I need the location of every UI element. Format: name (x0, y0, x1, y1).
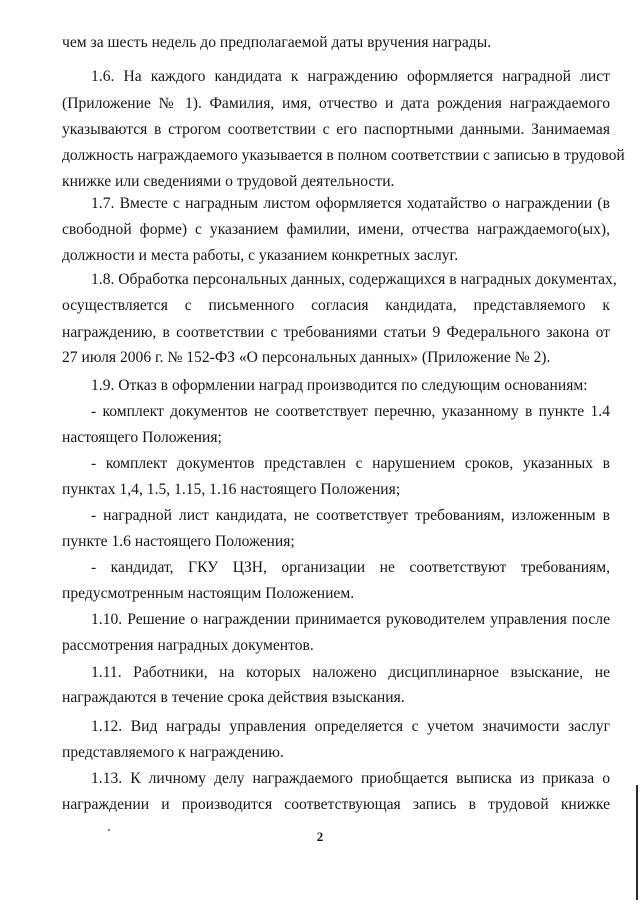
text-line: (Приложение № 1). Фамилия, имя, отчество и дата рождения награждаемого (62, 95, 610, 112)
text-line: свободной форме) с указанием фамилии, имени, отчества награждаемого(ых), (62, 221, 610, 238)
paragraph-1-11-first-line: 1.11. Работники, на которых наложено дисциплинарное взыскание, не (91, 664, 610, 681)
text-line: осуществляется с письменного согласия кандидата, представляемого к (62, 297, 610, 314)
paragraph-1-7-first-line: 1.7. Вместе с наградным листом оформляется ходатайство о награждении (в (91, 195, 610, 212)
scan-speck (108, 829, 110, 831)
text-line: 27 июля 2006 г. № 152-ФЗ «О персональных данных» (Приложение № 2). (62, 349, 551, 366)
text-line: награждении и производится соответствующая запись в трудовой книжке (62, 796, 610, 813)
list-item-line: - кандидат, ГКУ ЦЗН, организации не соответствуют требованиям, (91, 559, 610, 576)
text-line: должности и места работы, с указанием конкретных заслуг. (62, 247, 459, 264)
list-item-line: - комплект документов представлен с нарушением сроков, указанных в (91, 455, 610, 472)
text-line: должность награждаемого указывается в полном соответствии с записью в трудовой (62, 147, 625, 164)
page-number: 2 (316, 829, 324, 844)
paragraph-1-12-first-line: 1.12. Вид награды управления определяется с учетом значимости заслуг (91, 718, 610, 735)
text-line: пункте 1.6 настоящего Положения; (62, 533, 295, 550)
scan-edge-line (636, 785, 638, 900)
text-line: книжке или сведениями о трудовой деятельности. (62, 173, 395, 190)
text-line: чем за шесть недель до предполагаемой даты вручения награды. (62, 34, 492, 51)
text-line: указываются в строгом соответствии с его паспортными данными. Занимаемая (62, 121, 610, 138)
text-line: предусмотренным настоящим Положением. (62, 585, 355, 602)
paragraph-1-6-first-line: 1.6. На каждого кандидата к награждению оформляется наградной лист (91, 68, 610, 85)
paragraph-1-8-first-line: 1.8. Обработка персональных данных, содержащихся в наградных документах, (91, 271, 617, 288)
paragraph-1-10-first-line: 1.10. Решение о награждении принимается руководителем управления после (91, 611, 610, 628)
text-line: награждению, в соответствии с требованиями статьи 9 Федерального закона от (62, 324, 610, 341)
paragraph-1-13-first-line: 1.13. К личному делу награждаемого приобщается выписка из приказа о (91, 770, 610, 787)
text-line: награждаются в течение срока действия взыскания. (62, 689, 405, 706)
paragraph-1-9-first-line: 1.9. Отказ в оформлении наград производится по следующим основаниям: (91, 377, 588, 394)
list-item-line: - комплект документов не соответствует перечню, указанному в пункте 1.4 (91, 403, 610, 420)
text-line: рассмотрения наградных документов. (62, 637, 314, 654)
text-line: настоящего Положения; (62, 429, 222, 446)
text-line: пунктах 1,4, 1.5, 1.15, 1.16 настоящего Положения; (62, 481, 401, 498)
text-line: представляемого к награждению. (62, 744, 284, 761)
list-item-line: - наградной лист кандидата, не соответствует требованиям, изложенным в (91, 507, 610, 524)
